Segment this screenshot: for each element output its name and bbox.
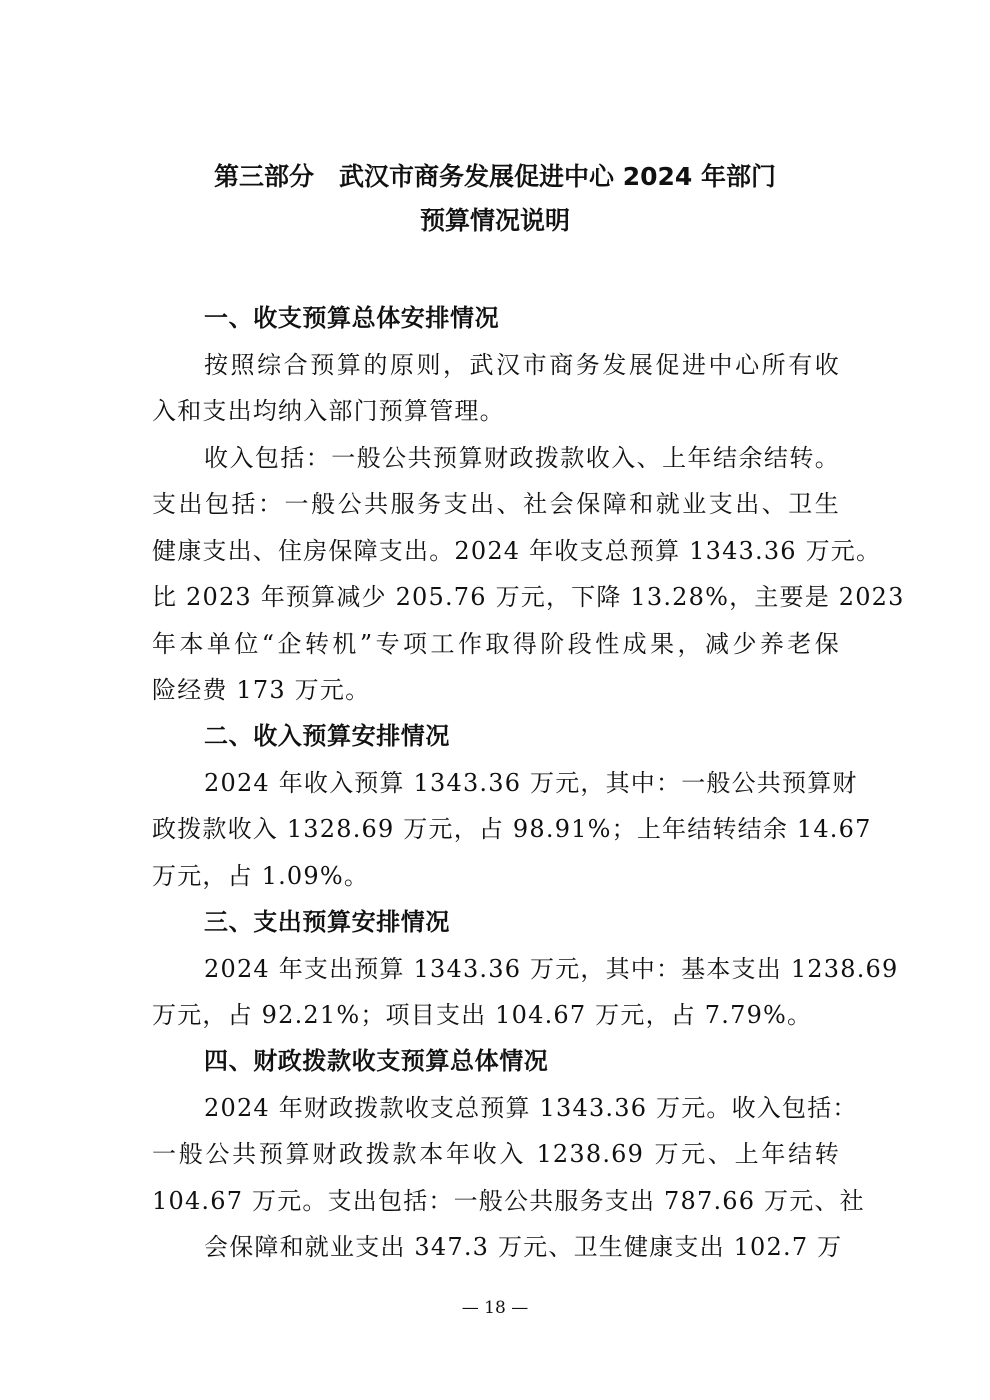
paragraph-line: 健康支出、住房保障支出。2024 年收支总预算 1343.36 万元。 — [152, 536, 882, 565]
paragraph-line: 收入包括：一般公共预算财政拨款收入、上年结余结转。 — [204, 443, 840, 472]
paragraph-line: 入和支出均纳入部门预算管理。 — [152, 397, 505, 425]
section-4 — [152, 1038, 865, 1271]
section-heading: 二、收入预算安排情况 — [204, 722, 450, 750]
paragraph-line: 2024 年财政拨款收支总预算 1343.36 万元。收入包括： — [204, 1093, 858, 1122]
paragraph-line: 104.67 万元。支出包括：一般公共服务支出 787.66 万元、社 — [152, 1186, 865, 1215]
paragraph-line: 年本单位“企转机”专项工作取得阶段性成果，减少养老保 — [152, 629, 840, 658]
page-title-line-1: 第三部分 武汉市商务发展促进中心 2024 年部门 — [214, 162, 776, 191]
paragraph-line: 按照综合预算的原则，武汉市商务发展促进中心所有收 — [204, 350, 840, 379]
section-heading: 四、财政拨款收支预算总体情况 — [204, 1047, 549, 1075]
paragraph-line: 政拨款收入 1328.69 万元，占 98.91%；上年结转结余 14.67 — [152, 815, 872, 843]
section-3 — [152, 899, 899, 1039]
paragraph-line: 一般公共预算财政拨款本年收入 1238.69 万元、上年结转 — [152, 1140, 840, 1168]
paragraph-line: 比 2023 年预算减少 205.76 万元，下降 13.28%，主要是 2023 — [152, 583, 905, 611]
paragraph-line: 万元，占 92.21%；项目支出 104.67 万元，占 7.79%。 — [152, 1001, 813, 1029]
paragraph-line: 支出包括：一般公共服务支出、社会保障和就业支出、卫生 — [152, 490, 840, 518]
page-title-line-2: 预算情况说明 — [419, 206, 570, 235]
section-heading: 一、收支预算总体安排情况 — [204, 304, 500, 332]
paragraph-line: 险经费 173 万元。 — [152, 676, 371, 704]
page-number: — 18 — — [461, 1298, 529, 1318]
paragraph-line: 会保障和就业支出 347.3 万元、卫生健康支出 102.7 万 — [204, 1233, 843, 1261]
section-heading: 三、支出预算安排情况 — [204, 908, 450, 936]
paragraph-line: 万元，占 1.09%。 — [152, 861, 370, 890]
section-1 — [152, 295, 905, 714]
paragraph-line: 2024 年收入预算 1343.36 万元，其中：一般公共预算财 — [204, 768, 858, 797]
paragraph-line: 2024 年支出预算 1343.36 万元，其中：基本支出 1238.69 — [204, 954, 899, 983]
section-2 — [152, 713, 872, 899]
